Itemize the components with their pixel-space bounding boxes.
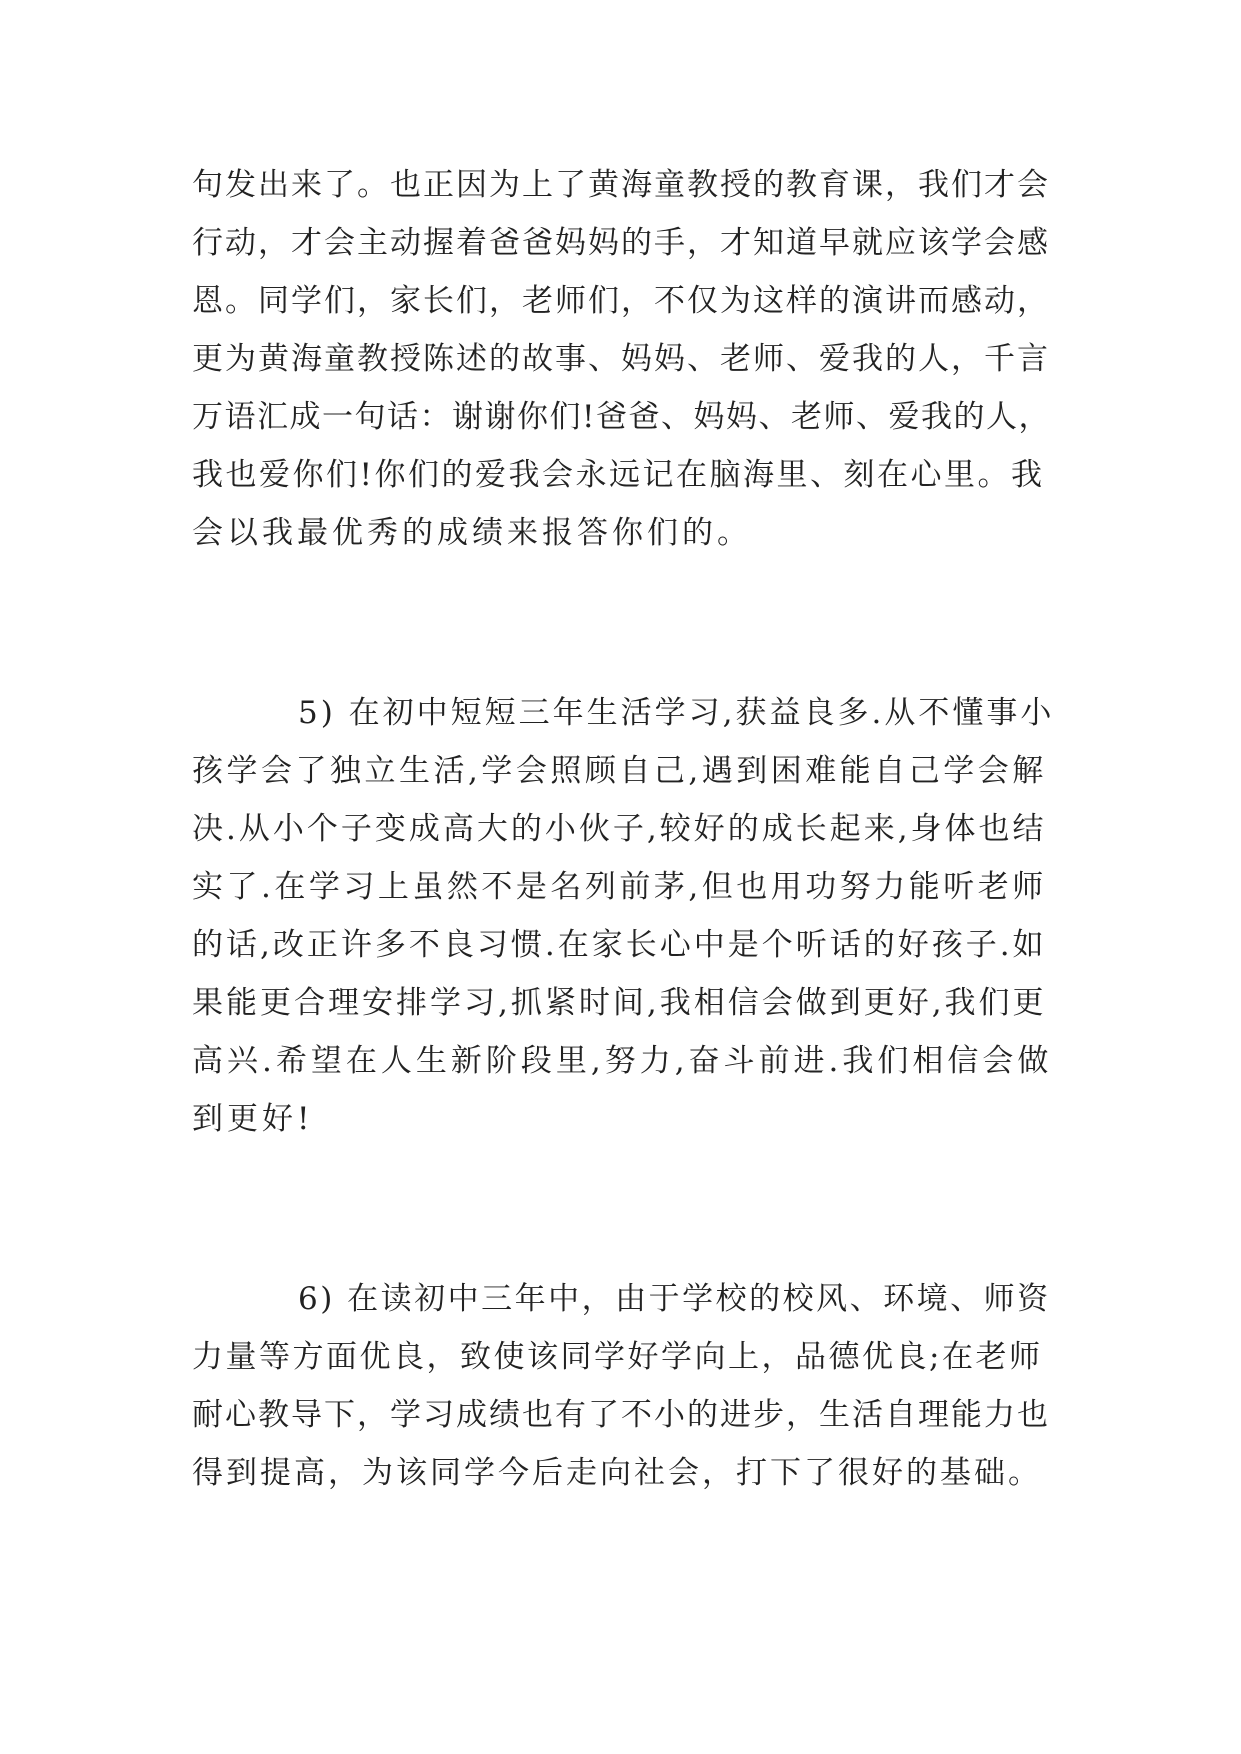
- text-line: 决.从小个子变成高大的小伙子,较好的成长起来,身体也结: [192, 811, 1047, 847]
- text-line: 到更好!: [192, 1101, 314, 1137]
- text-line: 句发出来了。也正因为上了黄海童教授的教育课，我们才会: [192, 167, 1050, 203]
- text-line: 行动，才会主动握着爸爸妈妈的手，才知道早就应该学会感: [192, 225, 1050, 261]
- text-line: 得到提高，为该同学今后走向社会，打下了很好的基础。: [192, 1455, 1042, 1491]
- text-line: 高兴.希望在人生新阶段里,努力,奋斗前进.我们相信会做: [192, 1043, 1053, 1079]
- text-line: 实了.在学习上虽然不是名列前茅,但也用功努力能听老师: [192, 869, 1047, 905]
- text-line: 会以我最优秀的成绩来报答你们的。: [192, 515, 752, 551]
- text-line: 果能更合理安排学习,抓紧时间,我相信会做到更好,我们更: [192, 985, 1047, 1021]
- text-line: 5) 在初中短短三年生活学习,获益良多.从不懂事小: [298, 695, 1055, 731]
- paragraph-6: [192, 1270, 1054, 1502]
- paragraph-continuation: [192, 156, 1054, 562]
- text-line: 更为黄海童教授陈述的故事、妈妈、老师、爱我的人，千言: [192, 341, 1050, 377]
- text-line: 我也爱你们!你们的爱我会永远记在脑海里、刻在心里。我: [192, 457, 1045, 493]
- text-line: 的话,改正许多不良习惯.在家长心中是个听话的好孩子.如: [192, 927, 1047, 963]
- text-line: 孩学会了独立生活,学会照顾自己,遇到困难能自己学会解: [192, 753, 1047, 789]
- text-line: 6) 在读初中三年中，由于学校的校风、环境、师资: [298, 1281, 1051, 1317]
- text-line: 力量等方面优良，致使该同学好学向上，品德优良;在老师: [192, 1339, 1043, 1375]
- text-line: 耐心教导下，学习成绩也有了不小的进步，生活自理能力也: [192, 1397, 1050, 1433]
- text-line: 恩。同学们，家长们，老师们，不仅为这样的演讲而感动，: [192, 283, 1050, 319]
- text-line: 万语汇成一句话：谢谢你们!爸爸、妈妈、老师、爱我的人，: [192, 399, 1051, 435]
- paragraph-5: [192, 684, 1054, 1148]
